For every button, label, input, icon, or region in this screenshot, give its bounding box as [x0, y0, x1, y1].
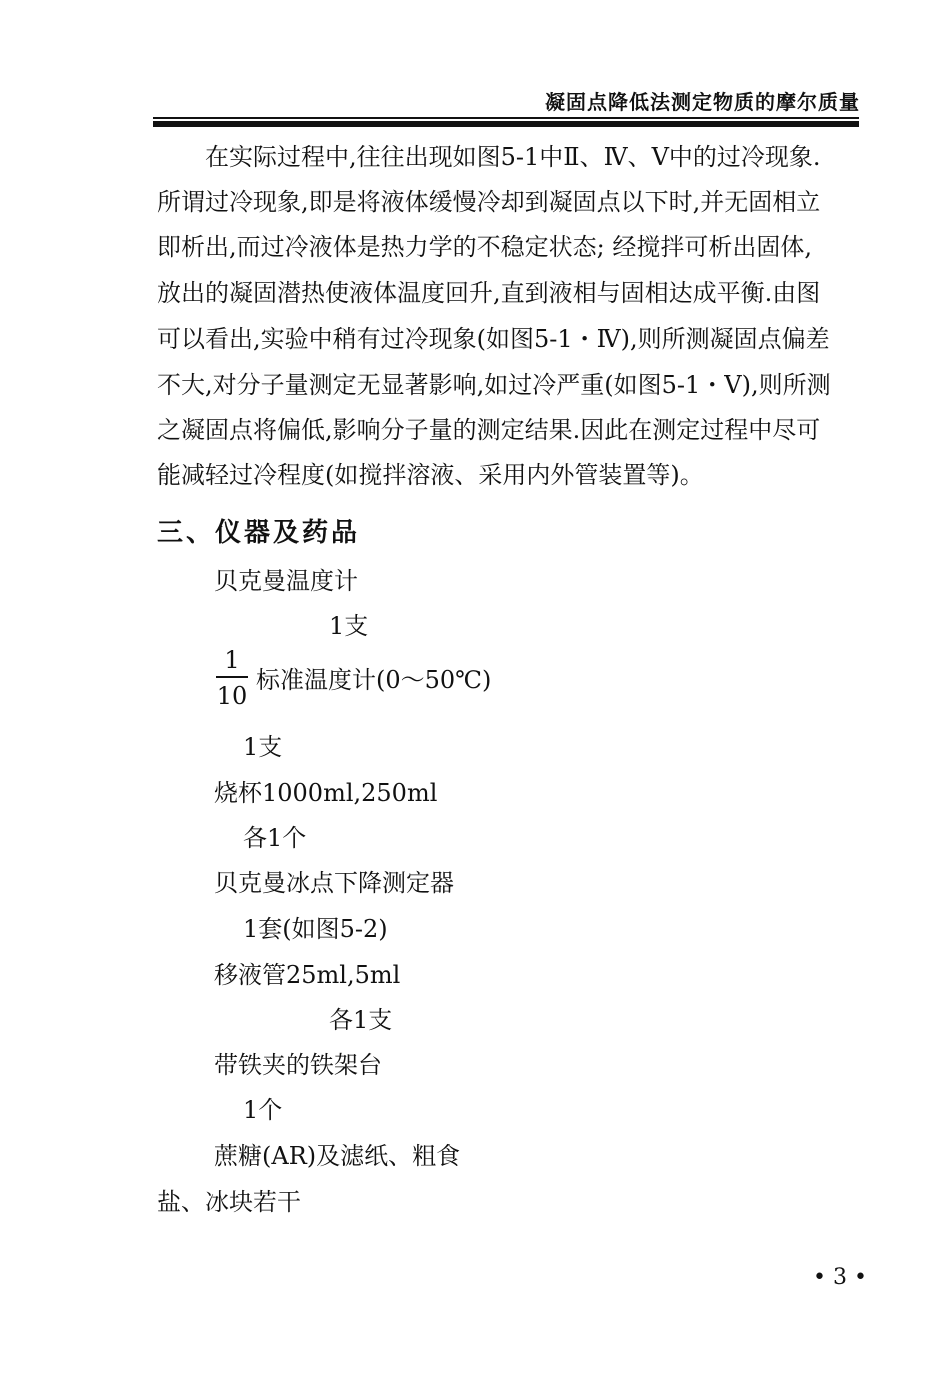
paragraph-line: 所谓过冷现象,即是将液体缓慢冷却到凝固点以下时,并无固相立: [157, 188, 821, 216]
equipment-iron-stand: 带铁夹的铁架台: [214, 1051, 382, 1079]
section-heading: 三、仪器及药品: [157, 518, 361, 548]
equipment-beckmann-thermometer: 贝克曼温度计: [214, 567, 358, 595]
equipment-quantity: 1支: [329, 612, 369, 640]
paragraph-line: 能减轻过冷程度(如搅拌溶液、采用内外管装置等)。: [157, 461, 704, 489]
equipment-quantity: 各1支: [329, 1006, 393, 1034]
paragraph-line: 放出的凝固潜热使液体温度回升,直到液相与固相达成平衡.由图: [157, 279, 821, 307]
equipment-standard-thermometer: 标准温度计(0～50℃): [256, 666, 492, 694]
fraction-numerator: 1: [224, 646, 240, 674]
paragraph-line: 可以看出,实验中稍有过冷现象(如图5-1・Ⅳ),则所测凝固点偏差: [157, 325, 830, 353]
header-title: 凝固点降低法测定物质的摩尔质量: [545, 90, 860, 114]
fraction-one-tenth: [216, 646, 248, 710]
equipment-reagents-continued: 盐、冰块若干: [157, 1188, 301, 1216]
header-rule-thin: [153, 117, 859, 119]
equipment-pipettes: 移液管25ml,5ml: [214, 961, 401, 989]
equipment-freezing-apparatus: 贝克曼冰点下降测定器: [214, 869, 454, 897]
page-number: • 3 •: [813, 1265, 867, 1290]
paragraph-line: 不大,对分子量测定无显著影响,如过冷严重(如图5-1・Ⅴ),则所测: [157, 371, 831, 399]
equipment-quantity: 各1个: [243, 824, 307, 852]
equipment-reagents: 蔗糖(AR)及滤纸、粗食: [214, 1142, 461, 1170]
paragraph-line: 即析出,而过冷液体是热力学的不稳定状态; 经搅拌可析出固体,: [157, 233, 812, 261]
equipment-beakers: 烧杯1000ml,250ml: [214, 779, 438, 807]
fraction-bar: [216, 676, 248, 678]
fraction-denominator: 10: [216, 682, 248, 710]
paragraph-line: 在实际过程中,往往出现如图5-1中Ⅱ、Ⅳ、Ⅴ中的过冷现象.: [157, 143, 821, 171]
equipment-quantity: 1套(如图5-2): [243, 915, 388, 943]
paragraph-line: 之凝固点将偏低,影响分子量的测定结果.因此在测定过程中尽可: [157, 416, 821, 444]
header-rule-thick: [153, 121, 859, 127]
equipment-quantity: 1支: [243, 733, 283, 761]
equipment-quantity: 1个: [243, 1096, 283, 1124]
